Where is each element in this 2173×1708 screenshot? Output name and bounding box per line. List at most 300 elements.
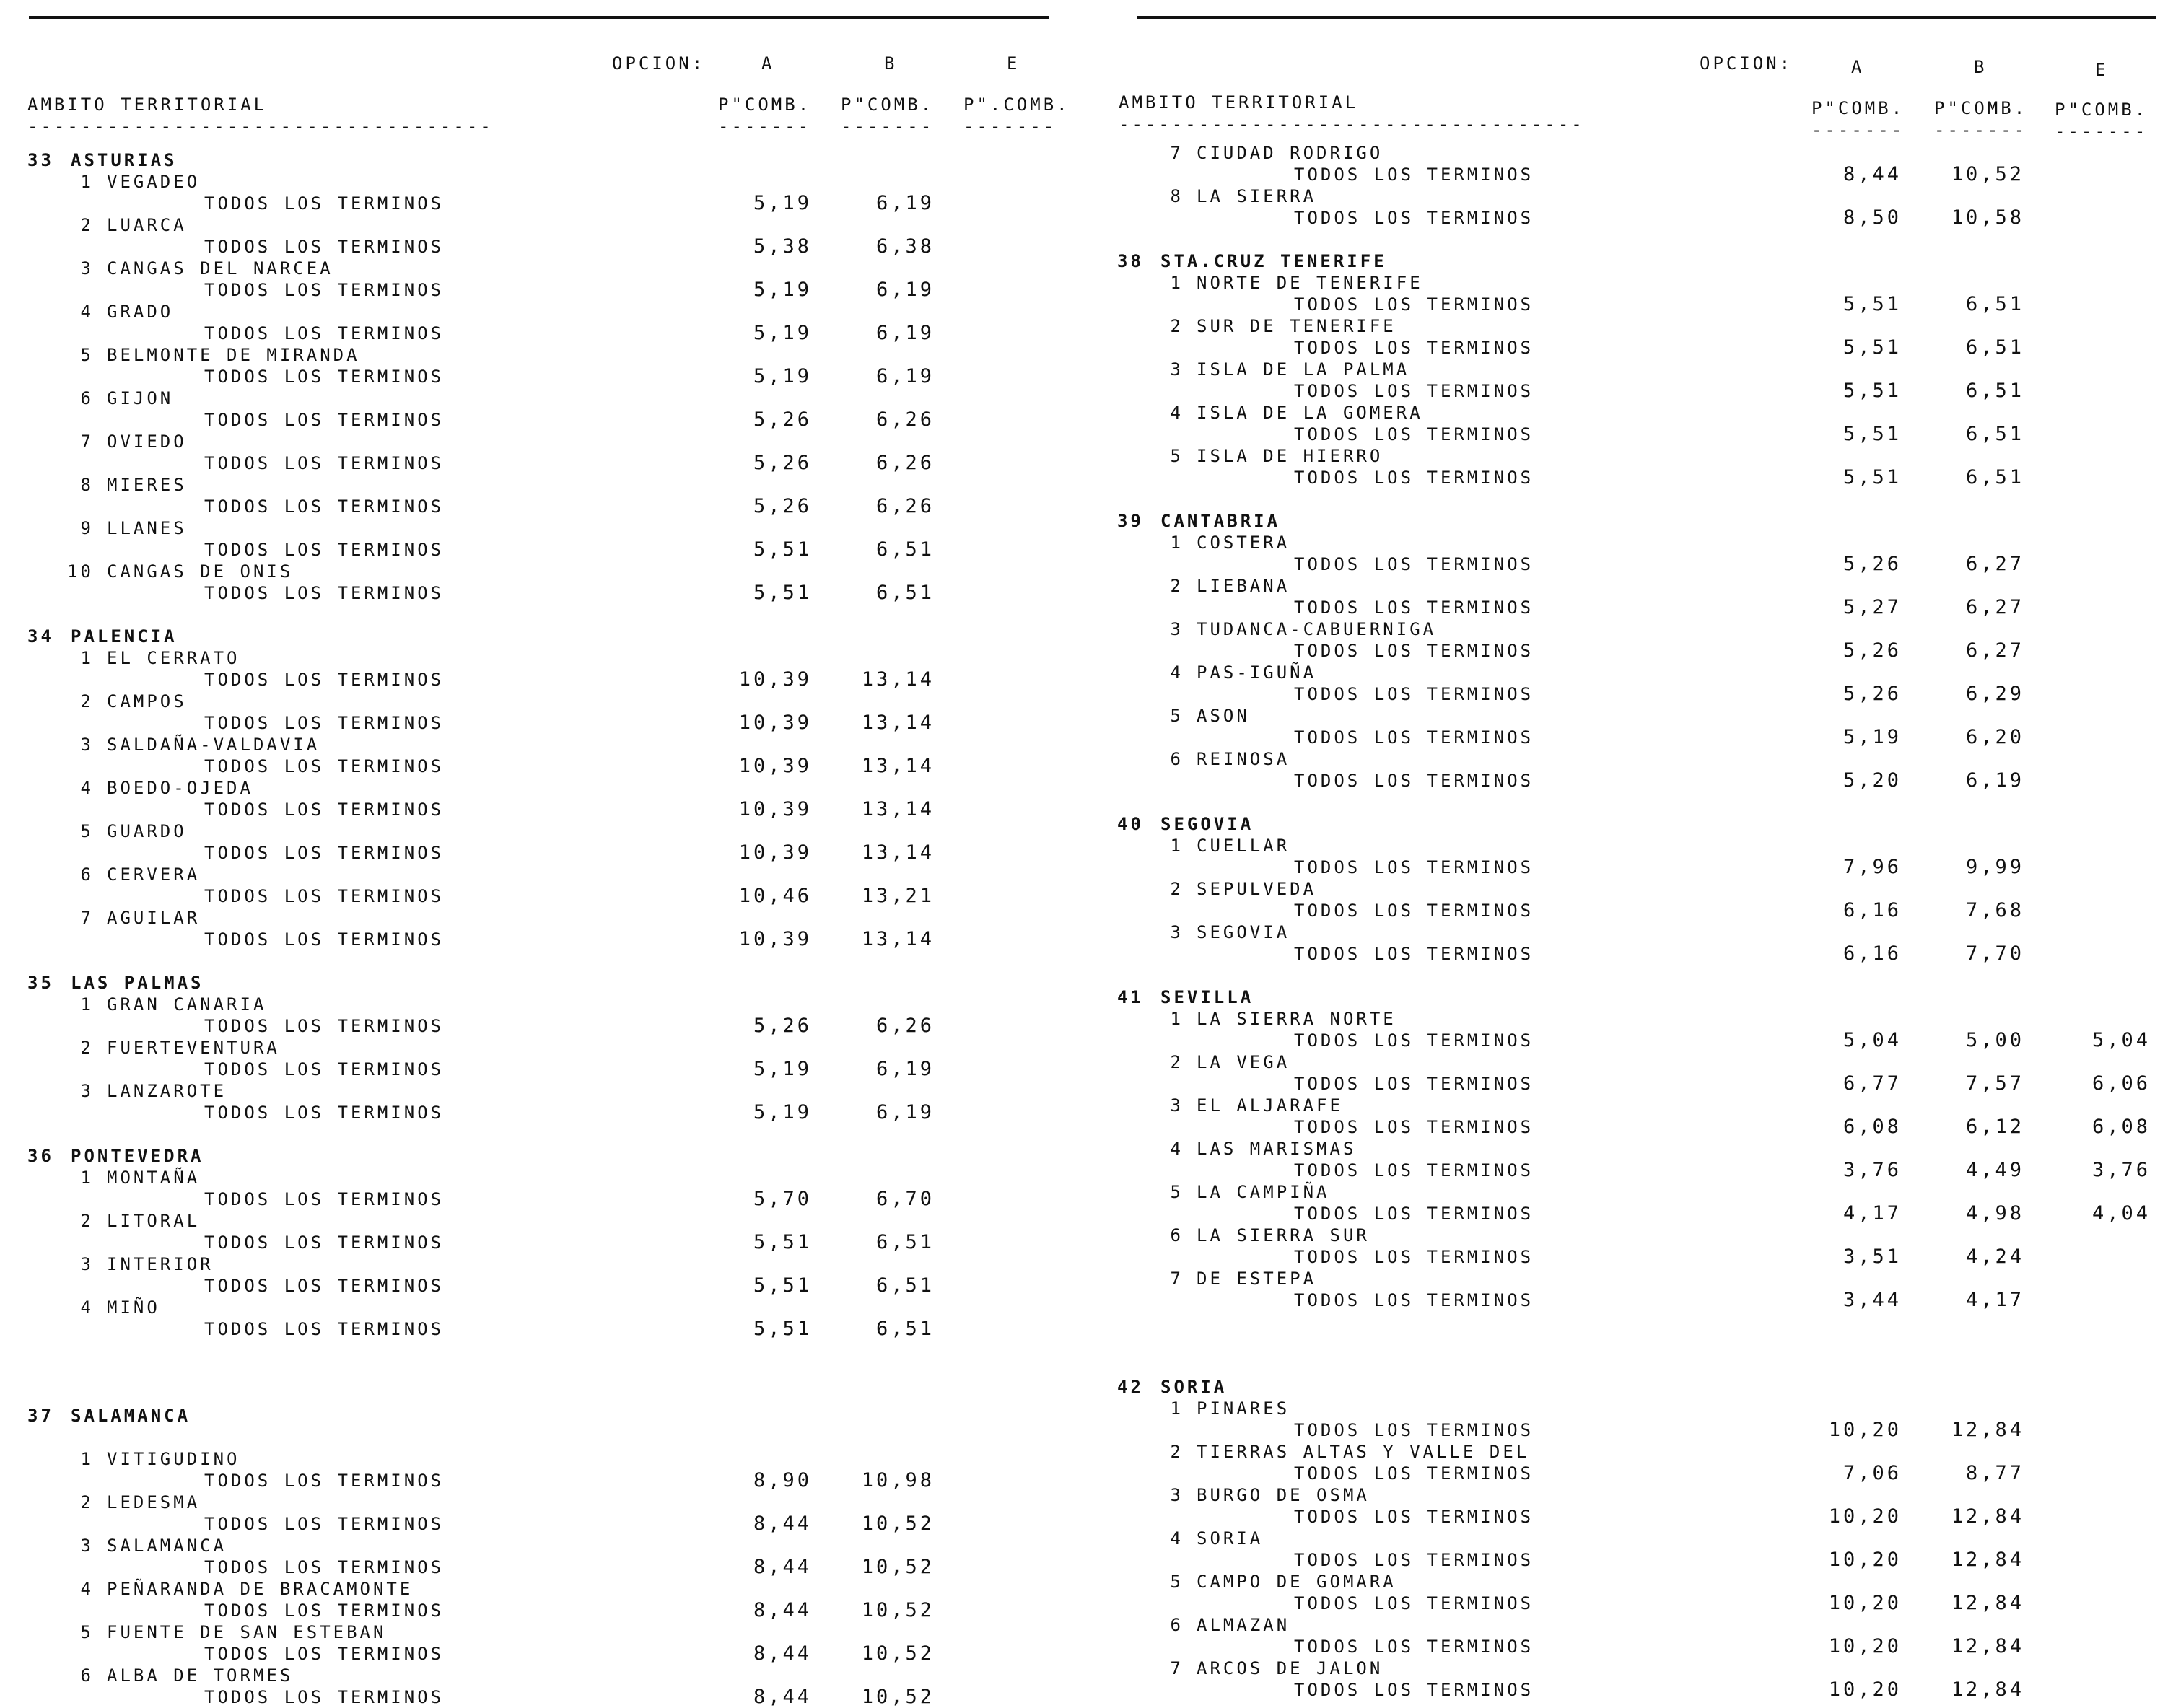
comarca-number: 8 xyxy=(1170,186,1184,206)
comarca-row xyxy=(0,1578,1061,1600)
value-b: 13,14 xyxy=(861,928,935,950)
terms-label: TODOS LOS TERMINOS xyxy=(204,1319,445,1339)
comarca-name: LA SIERRA SUR xyxy=(1197,1225,1370,1245)
table-row xyxy=(0,366,1061,387)
table-row xyxy=(1090,857,2151,878)
option-b: B xyxy=(1974,57,1988,77)
value-b: 13,14 xyxy=(861,711,935,734)
comarca-name: PEÑARANDA DE BRACAMONTE xyxy=(107,1579,414,1599)
province-name: CANTABRIA xyxy=(1160,511,1281,531)
comarca-name: VITIGUDINO xyxy=(107,1449,240,1469)
table-row xyxy=(1090,900,2151,921)
comarca-number: 3 xyxy=(80,735,94,755)
value-b: 12,84 xyxy=(1951,1635,2024,1657)
comarca-number: 7 xyxy=(80,432,94,452)
terms-label: TODOS LOS TERMINOS xyxy=(1294,1507,1534,1527)
value-b: 6,19 xyxy=(875,322,935,344)
value-e: 4,04 xyxy=(2091,1202,2151,1225)
value-b: 10,52 xyxy=(861,1599,935,1621)
value-a: 8,50 xyxy=(1842,206,1902,229)
comarca-name: LANZAROTE xyxy=(107,1081,227,1101)
col-e-dashes: ------- xyxy=(963,116,1057,136)
comarca-name: BELMONTE DE MIRANDA xyxy=(107,345,360,365)
value-a: 8,44 xyxy=(753,1599,812,1621)
value-b: 6,51 xyxy=(875,582,935,604)
table-row xyxy=(0,1556,1061,1578)
col-e-label: P".COMB. xyxy=(963,95,1070,115)
comarca-number: 4 xyxy=(80,778,94,798)
comarca-row xyxy=(1090,1051,2151,1073)
province-code: 37 xyxy=(27,1406,54,1426)
table-row xyxy=(1090,1073,2151,1095)
value-a: 5,04 xyxy=(1842,1029,1902,1051)
table-row xyxy=(1090,1203,2151,1225)
comarca-number: 4 xyxy=(1170,403,1184,423)
province-row xyxy=(1090,250,2151,272)
comarca-row xyxy=(0,1621,1061,1643)
comarca-number: 4 xyxy=(1170,662,1184,683)
province-name: PALENCIA xyxy=(71,626,178,647)
comarca-name: LLANES xyxy=(107,518,187,538)
value-b: 6,51 xyxy=(1965,423,2024,445)
terms-label: TODOS LOS TERMINOS xyxy=(204,713,445,733)
value-a: 5,38 xyxy=(753,235,812,258)
province-row xyxy=(0,626,1061,647)
table-row xyxy=(1090,1160,2151,1181)
comarca-name: OVIEDO xyxy=(107,432,187,452)
col-e-label: P"COMB. xyxy=(2055,100,2148,120)
table-row xyxy=(0,323,1061,344)
province-code: 35 xyxy=(27,973,54,993)
table-row xyxy=(1090,1116,2151,1138)
table-row xyxy=(0,1470,1061,1492)
value-a: 5,19 xyxy=(753,1058,812,1080)
value-b: 6,20 xyxy=(1965,726,2024,748)
comarca-name: ASON xyxy=(1197,706,1250,726)
comarca-name: ARCOS DE JALON xyxy=(1197,1658,1383,1678)
terms-label: TODOS LOS TERMINOS xyxy=(1294,857,1534,877)
province-name: SEVILLA xyxy=(1160,987,1254,1007)
value-a: 10,20 xyxy=(1828,1592,1902,1614)
value-b: 6,27 xyxy=(1965,553,2024,575)
table-row xyxy=(0,1059,1061,1080)
comarca-name: SEPULVEDA xyxy=(1197,879,1317,899)
terms-label: TODOS LOS TERMINOS xyxy=(204,1687,445,1707)
comarca-number: 1 xyxy=(80,1168,94,1188)
comarca-name: CAMPOS xyxy=(107,691,187,711)
value-b: 13,14 xyxy=(861,668,935,691)
comarca-row xyxy=(0,907,1061,929)
comarca-row xyxy=(1090,1657,2151,1679)
comarca-row xyxy=(0,301,1061,323)
comarca-number: 3 xyxy=(80,1536,94,1556)
comarca-row xyxy=(1090,1225,2151,1246)
terms-label: TODOS LOS TERMINOS xyxy=(204,1103,445,1123)
table-row xyxy=(0,279,1061,301)
terms-label: TODOS LOS TERMINOS xyxy=(1294,771,1534,791)
comarca-row xyxy=(0,387,1061,409)
comarca-row xyxy=(1090,835,2151,857)
comarca-number: 7 xyxy=(1170,1269,1184,1289)
province-name: ASTURIAS xyxy=(71,150,178,170)
comarca-number: 3 xyxy=(1170,922,1184,942)
comarca-name: REINOSA xyxy=(1197,749,1290,769)
comarca-name: ALMAZAN xyxy=(1197,1615,1290,1635)
comarca-row xyxy=(1090,921,2151,943)
comarca-row xyxy=(0,647,1061,669)
terms-label: TODOS LOS TERMINOS xyxy=(204,237,445,257)
comarca-row xyxy=(0,1297,1061,1318)
value-b: 10,52 xyxy=(861,1556,935,1578)
value-b: 6,51 xyxy=(875,1231,935,1253)
province-code: 33 xyxy=(27,150,54,170)
comarca-row xyxy=(1090,878,2151,900)
comarca-row xyxy=(0,1535,1061,1556)
comarca-row xyxy=(1090,532,2151,553)
comarca-name: ISLA DE HIERRO xyxy=(1197,446,1383,466)
comarca-row xyxy=(0,517,1061,539)
table-row xyxy=(1090,1636,2151,1657)
comarca-number: 5 xyxy=(1170,1572,1184,1592)
comarca-name: EL CERRATO xyxy=(107,648,240,668)
comarca-number: 5 xyxy=(1170,446,1184,466)
terms-label: TODOS LOS TERMINOS xyxy=(1294,1117,1534,1137)
table-row xyxy=(1090,597,2151,618)
comarca-row xyxy=(0,820,1061,842)
comarca-number: 3 xyxy=(80,1081,94,1101)
comarca-number: 2 xyxy=(1170,1052,1184,1072)
comarca-number: 2 xyxy=(1170,879,1184,899)
comarca-row xyxy=(0,1210,1061,1232)
province-code: 39 xyxy=(1117,511,1144,531)
province-name: SEGOVIA xyxy=(1160,814,1254,834)
value-e: 5,04 xyxy=(2091,1029,2151,1051)
comarca-name: CUELLAR xyxy=(1197,836,1290,856)
table-row xyxy=(1090,683,2151,705)
value-b: 6,26 xyxy=(875,495,935,517)
top-rule xyxy=(1137,16,2156,19)
terms-label: TODOS LOS TERMINOS xyxy=(204,1557,445,1577)
table-row xyxy=(1090,943,2151,965)
comarca-name: CERVERA xyxy=(107,864,201,885)
comarca-row xyxy=(0,1167,1061,1188)
comarca-name: BOEDO-OJEDA xyxy=(107,778,253,798)
value-a: 10,20 xyxy=(1828,1505,1902,1528)
value-a: 3,51 xyxy=(1842,1245,1902,1268)
comarca-number: 2 xyxy=(80,691,94,711)
terms-label: TODOS LOS TERMINOS xyxy=(1294,597,1534,618)
terms-label: TODOS LOS TERMINOS xyxy=(204,496,445,517)
comarca-number: 6 xyxy=(80,388,94,408)
comarca-number: 3 xyxy=(1170,1485,1184,1505)
value-a: 7,96 xyxy=(1842,856,1902,878)
value-a: 10,39 xyxy=(738,711,812,734)
terms-label: TODOS LOS TERMINOS xyxy=(1294,1463,1534,1484)
value-a: 5,51 xyxy=(1842,380,1902,402)
table-body xyxy=(1090,142,2151,1701)
province-row xyxy=(1090,813,2151,835)
comarca-name: LUARCA xyxy=(107,215,187,235)
value-b: 7,68 xyxy=(1965,899,2024,921)
comarca-row xyxy=(1090,359,2151,380)
terms-label: TODOS LOS TERMINOS xyxy=(1294,424,1534,444)
col-e-dashes: ------- xyxy=(2055,121,2148,141)
comarca-row xyxy=(1090,1571,2151,1593)
value-b: 6,70 xyxy=(875,1188,935,1210)
terms-label: TODOS LOS TERMINOS xyxy=(1294,338,1534,358)
value-b: 12,84 xyxy=(1951,1419,2024,1441)
table-row xyxy=(1090,207,2151,229)
value-b: 9,99 xyxy=(1965,856,2024,878)
value-a: 5,51 xyxy=(753,1318,812,1340)
table-row xyxy=(1090,1463,2151,1484)
comarca-name: SEGOVIA xyxy=(1197,922,1290,942)
comarca-number: 9 xyxy=(80,518,94,538)
table-row xyxy=(1090,1506,2151,1528)
comarca-name: GRAN CANARIA xyxy=(107,994,267,1015)
table-row xyxy=(0,1102,1061,1124)
value-e: 6,06 xyxy=(2091,1072,2151,1095)
comarca-row xyxy=(1090,1181,2151,1203)
value-a: 5,51 xyxy=(1842,423,1902,445)
value-b: 4,98 xyxy=(1965,1202,2024,1225)
comarca-row xyxy=(1090,1441,2151,1463)
value-b: 6,27 xyxy=(1965,639,2024,662)
comarca-name: SORIA xyxy=(1197,1528,1264,1549)
value-a: 10,46 xyxy=(738,885,812,907)
value-a: 5,51 xyxy=(753,582,812,604)
terms-label: TODOS LOS TERMINOS xyxy=(1294,468,1534,488)
table-row xyxy=(0,842,1061,864)
value-b: 10,52 xyxy=(861,1512,935,1535)
comarca-number: 5 xyxy=(80,345,94,365)
left-column xyxy=(0,0,1070,1708)
option-a: A xyxy=(761,53,775,74)
value-a: 8,44 xyxy=(753,1686,812,1708)
terms-label: TODOS LOS TERMINOS xyxy=(204,1514,445,1534)
terms-label: TODOS LOS TERMINOS xyxy=(204,583,445,603)
terms-label: TODOS LOS TERMINOS xyxy=(1294,944,1534,964)
comarca-name: MIÑO xyxy=(107,1297,160,1318)
value-a: 10,39 xyxy=(738,841,812,864)
comarca-row xyxy=(1090,402,2151,424)
terms-label: TODOS LOS TERMINOS xyxy=(1294,684,1534,704)
province-name: SORIA xyxy=(1160,1377,1228,1397)
value-a: 5,51 xyxy=(1842,336,1902,359)
terms-label: TODOS LOS TERMINOS xyxy=(1294,1074,1534,1094)
terms-label: TODOS LOS TERMINOS xyxy=(1294,294,1534,315)
comarca-name: CAMPO DE GOMARA xyxy=(1197,1572,1396,1592)
value-b: 6,27 xyxy=(1965,596,2024,618)
terms-label: TODOS LOS TERMINOS xyxy=(204,367,445,387)
value-a: 5,19 xyxy=(753,365,812,387)
comarca-number: 5 xyxy=(80,1622,94,1642)
table-row xyxy=(0,885,1061,907)
table-row xyxy=(0,1643,1061,1665)
comarca-name: ISLA DE LA GOMERA xyxy=(1197,403,1423,423)
comarca-number: 1 xyxy=(1170,273,1184,293)
comarca-row xyxy=(0,1037,1061,1059)
value-a: 5,19 xyxy=(753,322,812,344)
table-row xyxy=(1090,294,2151,315)
terms-label: TODOS LOS TERMINOS xyxy=(1294,554,1534,574)
value-b: 7,70 xyxy=(1965,942,2024,965)
terms-label: TODOS LOS TERMINOS xyxy=(204,540,445,560)
value-b: 6,51 xyxy=(875,1274,935,1297)
comarca-row xyxy=(0,1448,1061,1470)
comarca-name: SALDAÑA-VALDAVIA xyxy=(107,735,320,755)
province-row xyxy=(1090,510,2151,532)
province-row xyxy=(0,972,1061,994)
comarca-number: 2 xyxy=(80,1211,94,1231)
comarca-row xyxy=(0,171,1061,193)
value-a: 5,26 xyxy=(1842,639,1902,662)
value-b: 6,29 xyxy=(1965,683,2024,705)
value-b: 6,19 xyxy=(875,192,935,214)
comarca-number: 6 xyxy=(1170,749,1184,769)
col-b-dashes: ------- xyxy=(841,116,935,136)
value-b: 10,52 xyxy=(1951,163,2024,185)
table-row xyxy=(0,1686,1061,1708)
comarca-number: 3 xyxy=(80,1254,94,1274)
comarca-row xyxy=(0,777,1061,799)
table-row xyxy=(1090,1593,2151,1614)
value-a: 7,06 xyxy=(1842,1462,1902,1484)
terms-label: TODOS LOS TERMINOS xyxy=(1294,727,1534,748)
terms-label: TODOS LOS TERMINOS xyxy=(204,453,445,473)
terms-label: TODOS LOS TERMINOS xyxy=(204,1059,445,1079)
comarca-number: 2 xyxy=(1170,1442,1184,1462)
value-a: 10,20 xyxy=(1828,1419,1902,1441)
comarca-number: 6 xyxy=(1170,1225,1184,1245)
comarca-row xyxy=(0,1492,1061,1513)
value-b: 12,84 xyxy=(1951,1549,2024,1571)
ambito-label: AMBITO TERRITORIAL xyxy=(1119,92,1359,113)
value-e: 6,08 xyxy=(2091,1116,2151,1138)
terms-label: TODOS LOS TERMINOS xyxy=(1294,1680,1534,1700)
comarca-row xyxy=(0,1080,1061,1102)
comarca-name: LEDESMA xyxy=(107,1492,201,1512)
comarca-name: PAS-IGUÑA xyxy=(1197,662,1317,683)
comarca-row xyxy=(1090,618,2151,640)
value-b: 5,00 xyxy=(1965,1029,2024,1051)
province-row xyxy=(0,149,1061,171)
table-body xyxy=(0,149,1061,1708)
value-a: 5,51 xyxy=(753,1231,812,1253)
comarca-name: LA VEGA xyxy=(1197,1052,1290,1072)
terms-label: TODOS LOS TERMINOS xyxy=(204,1276,445,1296)
table-row xyxy=(1090,1246,2151,1268)
terms-label: TODOS LOS TERMINOS xyxy=(204,843,445,863)
comarca-number: 7 xyxy=(1170,143,1184,163)
comarca-number: 4 xyxy=(80,302,94,322)
comarca-row xyxy=(0,258,1061,279)
province-name: PONTEVEDRA xyxy=(71,1146,204,1166)
value-a: 5,27 xyxy=(1842,596,1902,618)
value-b: 10,98 xyxy=(861,1469,935,1492)
comarca-row xyxy=(1090,705,2151,727)
comarca-number: 6 xyxy=(1170,1615,1184,1635)
comarca-row xyxy=(1090,1268,2151,1289)
comarca-name: GRADO xyxy=(107,302,174,322)
table-row xyxy=(0,452,1061,474)
comarca-name: SUR DE TENERIFE xyxy=(1197,316,1396,336)
comarca-name: PINARES xyxy=(1197,1398,1290,1419)
comarca-number: 2 xyxy=(80,215,94,235)
table-row xyxy=(1090,770,2151,792)
terms-label: TODOS LOS TERMINOS xyxy=(204,886,445,906)
value-b: 6,51 xyxy=(1965,293,2024,315)
comarca-name: ALBA DE TORMES xyxy=(107,1665,294,1686)
terms-label: TODOS LOS TERMINOS xyxy=(204,1644,445,1664)
value-b: 6,26 xyxy=(875,1015,935,1037)
value-a: 10,39 xyxy=(738,798,812,820)
comarca-number: 4 xyxy=(80,1297,94,1318)
value-a: 5,51 xyxy=(1842,293,1902,315)
comarca-row xyxy=(0,561,1061,582)
col-a-label: P"COMB. xyxy=(718,95,812,115)
province-row xyxy=(1090,1376,2151,1398)
value-b: 12,84 xyxy=(1951,1678,2024,1701)
province-row xyxy=(0,1405,1061,1427)
table-row xyxy=(1090,727,2151,748)
terms-label: TODOS LOS TERMINOS xyxy=(204,1189,445,1209)
ambito-label: AMBITO TERRITORIAL xyxy=(27,95,268,115)
comarca-name: CANGAS DEL NARCEA xyxy=(107,258,333,279)
province-code: 42 xyxy=(1117,1377,1144,1397)
col-b-label: P"COMB. xyxy=(841,95,935,115)
table-row xyxy=(1090,640,2151,662)
comarca-row xyxy=(1090,1138,2151,1160)
comarca-name: AGUILAR xyxy=(107,908,201,928)
comarca-row xyxy=(0,734,1061,756)
comarca-number: 8 xyxy=(80,475,94,495)
value-a: 3,44 xyxy=(1842,1289,1902,1311)
comarca-number: 7 xyxy=(80,908,94,928)
terms-label: TODOS LOS TERMINOS xyxy=(1294,1247,1534,1267)
terms-label: TODOS LOS TERMINOS xyxy=(204,1471,445,1491)
table-row xyxy=(1090,1030,2151,1051)
value-b: 13,14 xyxy=(861,798,935,820)
comarca-row xyxy=(1090,575,2151,597)
value-a: 3,76 xyxy=(1842,1159,1902,1181)
value-b: 4,49 xyxy=(1965,1159,2024,1181)
comarca-row xyxy=(1090,1398,2151,1419)
comarca-name: INTERIOR xyxy=(107,1254,214,1274)
comarca-number: 3 xyxy=(1170,619,1184,639)
comarca-number: 1 xyxy=(80,1449,94,1469)
table-row xyxy=(0,1318,1061,1340)
comarca-number: 6 xyxy=(80,1665,94,1686)
table-row xyxy=(0,582,1061,604)
terms-label: TODOS LOS TERMINOS xyxy=(1294,1204,1534,1224)
comarca-number: 2 xyxy=(1170,576,1184,596)
table-row xyxy=(0,1275,1061,1297)
terms-label: TODOS LOS TERMINOS xyxy=(204,670,445,690)
col-a-dashes: ------- xyxy=(1811,120,1905,140)
terms-label: TODOS LOS TERMINOS xyxy=(204,756,445,776)
value-e: 3,76 xyxy=(2091,1159,2151,1181)
terms-label: TODOS LOS TERMINOS xyxy=(204,323,445,343)
value-a: 6,16 xyxy=(1842,899,1902,921)
table-row xyxy=(0,1513,1061,1535)
terms-label: TODOS LOS TERMINOS xyxy=(204,1016,445,1036)
comarca-row xyxy=(1090,1484,2151,1506)
value-b: 8,77 xyxy=(1965,1462,2024,1484)
value-a: 5,26 xyxy=(753,1015,812,1037)
comarca-name: VEGADEO xyxy=(107,172,201,192)
value-b: 6,38 xyxy=(875,235,935,258)
